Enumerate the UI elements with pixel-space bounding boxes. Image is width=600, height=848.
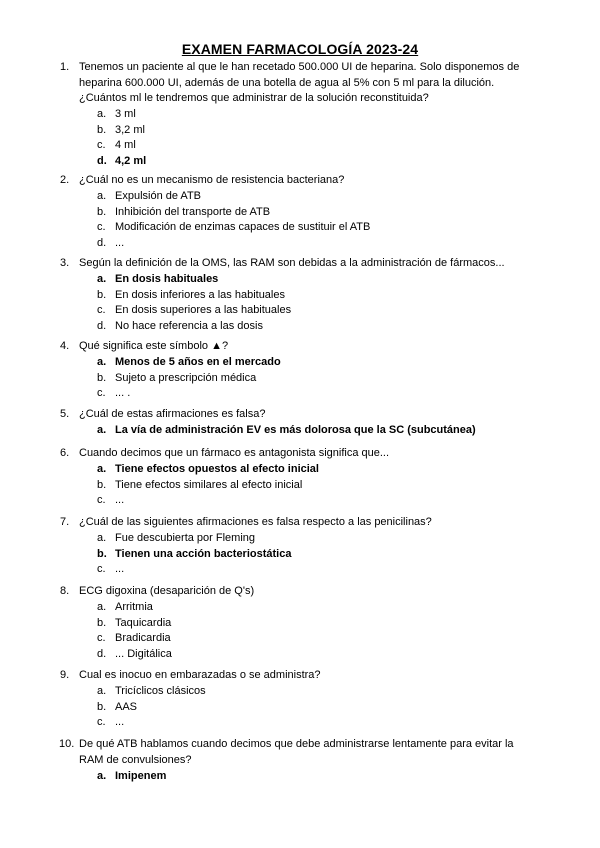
- option-text: ... Digitálica: [115, 647, 172, 660]
- option-letter: b.: [97, 205, 107, 218]
- option-text: 3 ml: [115, 108, 136, 120]
- option-letter: b.: [97, 700, 107, 713]
- question-text: Tenemos un paciente al que le han recetado 500.000 UI de heparina. Solo disponemos de heparina 600.000 UI, además de una botella de agua al 5% con 5 ml para la dilución. ¿Cuántos ml le tendremos que administrar de la solución reconstituida?: [79, 61, 520, 104]
- option-text: Imipenem: [115, 769, 167, 782]
- option: [0, 386, 600, 402]
- question-number: 3.: [60, 257, 70, 269]
- question-text: De qué ATB hablamos cuando decimos que debe administrarse lentamente para evitar la RAM de convulsiones?: [79, 738, 514, 766]
- option-letter: a.: [97, 601, 107, 613]
- option: [0, 647, 600, 663]
- option: [0, 715, 600, 731]
- option: [0, 631, 600, 647]
- option: [0, 700, 600, 716]
- option-letter: c.: [97, 139, 106, 151]
- option-text: No hace referencia a las dosis: [115, 319, 263, 332]
- question-number: 6.: [60, 447, 70, 459]
- option-correct: [0, 423, 600, 439]
- option-letter: b.: [97, 288, 107, 301]
- option: [0, 236, 600, 252]
- option-letter: a.: [97, 190, 107, 202]
- option-letter: c.: [97, 387, 106, 399]
- option: [0, 123, 600, 139]
- option: [0, 303, 600, 319]
- question-number: 2.: [60, 174, 70, 186]
- option-letter: d.: [97, 319, 107, 332]
- option: [0, 616, 600, 632]
- option-letter: a.: [97, 769, 107, 782]
- option-letter: a.: [97, 356, 107, 368]
- option-text: 4 ml: [115, 139, 136, 151]
- option-text: ... .: [115, 387, 131, 399]
- option-text: AAS: [115, 700, 138, 713]
- option-text: Menos de 5 años en el mercado: [115, 356, 281, 368]
- option-letter: c.: [97, 304, 106, 316]
- option: [0, 478, 600, 494]
- option: [0, 371, 600, 387]
- question-number: 5.: [60, 408, 70, 420]
- option-letter: c.: [97, 494, 106, 506]
- option-correct: [0, 547, 600, 563]
- option-letter: b.: [97, 547, 107, 560]
- option: [0, 600, 600, 616]
- option-text: Tienen una acción bacteriostática: [115, 547, 292, 560]
- option-text: ...: [115, 716, 125, 728]
- option-text: 4,2 ml: [115, 154, 147, 167]
- option-letter: c.: [97, 632, 106, 644]
- question-text: Qué significa este símbolo ▲?: [79, 340, 229, 352]
- option: [0, 288, 600, 304]
- option-letter: d.: [97, 647, 107, 660]
- option-letter: c.: [97, 221, 106, 233]
- option-correct: [0, 272, 600, 288]
- option-text: En dosis habituales: [115, 273, 219, 285]
- option-text: Taquicardia: [115, 616, 172, 629]
- option-letter: d.: [97, 236, 107, 249]
- question-text: ¿Cuál de las siguientes afirmaciones es falsa respecto a las penicilinas?: [79, 516, 432, 528]
- option-letter: a.: [97, 108, 107, 120]
- option-letter: a.: [97, 463, 107, 475]
- question-text: ¿Cuál no es un mecanismo de resistencia bacteriana?: [79, 174, 345, 186]
- option-text: Tricíclicos clásicos: [115, 685, 206, 697]
- option-letter: b.: [97, 123, 107, 136]
- option-text: La vía de administración EV es más dolorosa que la SC (subcutánea): [115, 424, 476, 436]
- option-letter: b.: [97, 616, 107, 629]
- option-correct: [0, 154, 600, 170]
- option-text: Fue descubierta por Fleming: [115, 532, 256, 544]
- option-letter: c.: [97, 563, 106, 575]
- option-letter: c.: [97, 716, 106, 728]
- question-text: ¿Cuál de estas afirmaciones es falsa?: [79, 408, 266, 420]
- question-number: 4.: [60, 340, 70, 352]
- question-number: 10.: [59, 738, 75, 750]
- option-text: En dosis superiores a las habituales: [115, 304, 292, 316]
- option-text: Tiene efectos opuestos al efecto inicial: [115, 463, 319, 475]
- option-letter: b.: [97, 371, 107, 384]
- option-letter: a.: [97, 273, 107, 285]
- question-number: 1.: [60, 61, 70, 73]
- option: [0, 531, 600, 547]
- option-letter: a.: [97, 685, 107, 697]
- question-number: 8.: [60, 585, 70, 597]
- page-title: EXAMEN FARMACOLOGÍA 2023-24: [181, 41, 419, 57]
- option: [0, 220, 600, 236]
- option-text: ...: [115, 563, 125, 575]
- question-text: Cuando decimos que un fármaco es antagonista significa que...: [79, 447, 390, 459]
- option-letter: a.: [97, 424, 107, 436]
- question-number: 7.: [60, 516, 70, 528]
- option: [0, 562, 600, 578]
- option: [0, 684, 600, 700]
- option-letter: d.: [97, 154, 107, 167]
- question-text: Cual es inocuo en embarazadas o se administra?: [79, 669, 321, 681]
- option: [0, 138, 600, 154]
- option-correct: [0, 462, 600, 478]
- option-letter: a.: [97, 532, 107, 544]
- question-number: 9.: [60, 669, 70, 681]
- option-text: Sujeto a prescripción médica: [115, 371, 257, 384]
- option: [0, 107, 600, 123]
- question-text: Según la definición de la OMS, las RAM son debidas a la administración de fármacos...: [79, 257, 505, 269]
- option-text: ...: [115, 494, 125, 506]
- option: [0, 189, 600, 205]
- option: [0, 205, 600, 221]
- option-correct: [0, 355, 600, 371]
- option-text: Tiene efectos similares al efecto inicial: [115, 478, 303, 491]
- option-correct: [0, 769, 600, 785]
- option-text: ...: [115, 236, 125, 249]
- option-letter: b.: [97, 478, 107, 491]
- option-text: En dosis inferiores a las habituales: [115, 288, 285, 301]
- option-text: Expulsión de ATB: [115, 190, 202, 202]
- option-text: Inhibición del transporte de ATB: [115, 205, 271, 218]
- option-text: 3,2 ml: [115, 123, 145, 136]
- option-text: Arritmia: [115, 601, 153, 613]
- option: [0, 493, 600, 509]
- question-text: ECG digoxina (desaparición de Q's): [79, 585, 255, 597]
- option: [0, 319, 600, 335]
- option-text: Modificación de enzimas capaces de sustituir el ATB: [115, 221, 371, 233]
- option-text: Bradicardia: [115, 632, 171, 644]
